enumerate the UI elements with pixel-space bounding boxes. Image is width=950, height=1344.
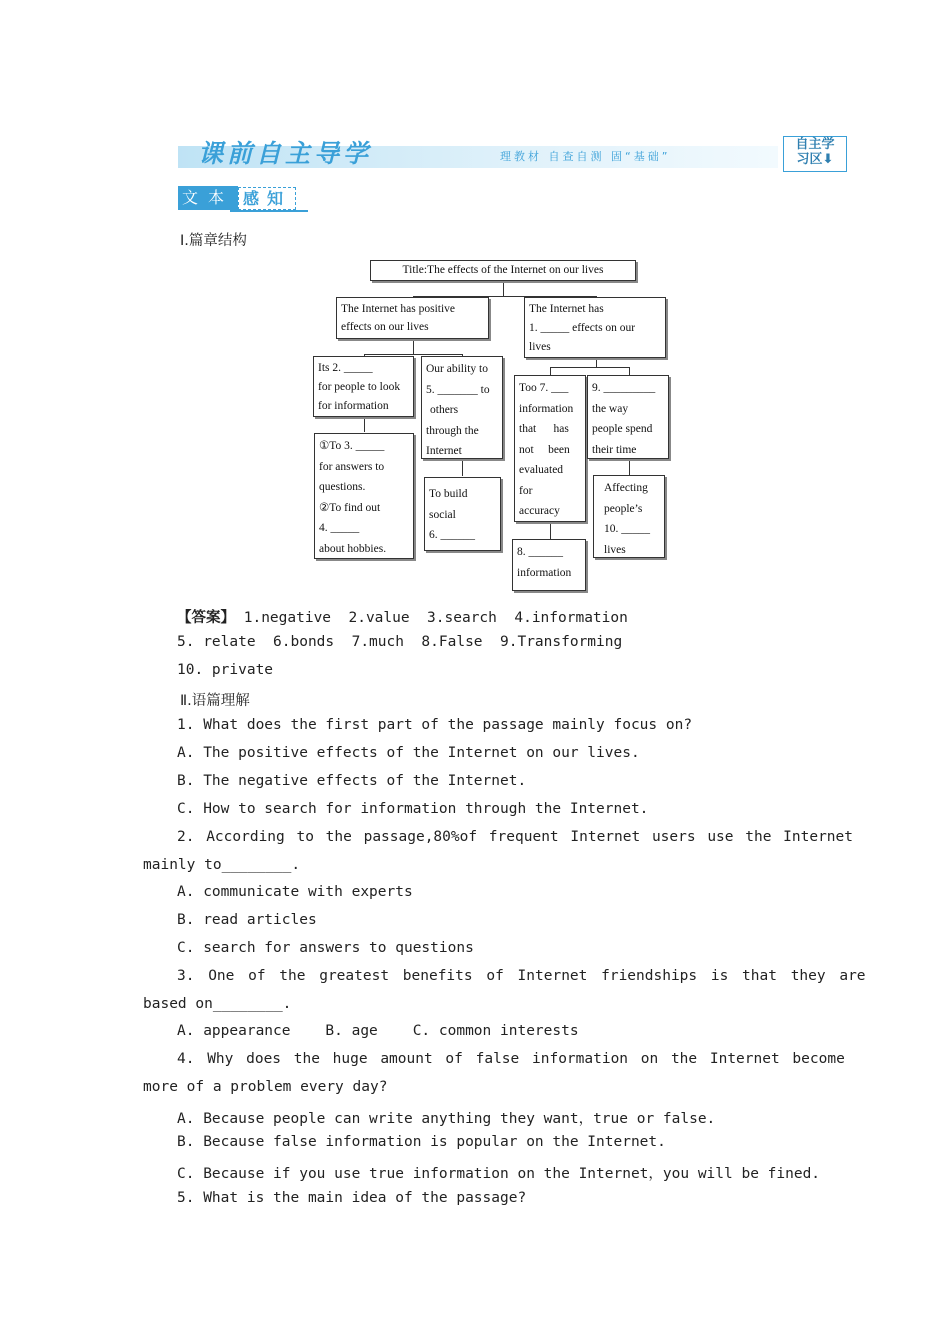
option-line: A. communicate with experts xyxy=(177,884,413,900)
box-line: information xyxy=(519,402,574,415)
option-line: B. Because false information is popular on the Internet. xyxy=(177,1134,666,1150)
answers-line-3: 10. private xyxy=(177,662,274,678)
box-line: Affecting xyxy=(604,482,648,494)
box-line: for information xyxy=(318,400,389,412)
question-line: mainly to________. xyxy=(143,857,301,873)
box-line: for people to look xyxy=(318,381,401,393)
box-line: Its 2. _____ xyxy=(318,362,373,374)
diagram-title-box xyxy=(370,260,636,281)
question-line: 4. Why does the huge amount of false information on the Internet become xyxy=(177,1051,845,1067)
box-line: Our ability to xyxy=(426,363,488,375)
connector xyxy=(550,521,551,539)
box-line: lives xyxy=(529,341,551,353)
box-line: people spend xyxy=(592,423,653,435)
box-line: for answers to xyxy=(319,460,385,473)
part2-heading: Ⅱ.语篇理解 xyxy=(180,693,250,709)
answers-text-1: 1.negative 2.value 3.search 4.information xyxy=(243,610,628,626)
box-line: The Internet has xyxy=(529,303,604,315)
box-line: Too 7. ___ xyxy=(519,382,569,394)
transforming-box xyxy=(587,375,669,459)
connector xyxy=(413,338,414,354)
box-line: 10. _____ xyxy=(604,523,650,535)
connector xyxy=(364,354,462,355)
option-line: A. appearance B. age C. common interests xyxy=(177,1023,579,1039)
box-line: ①To 3. _____ xyxy=(319,440,385,452)
question-line: based on________. xyxy=(143,996,292,1012)
box-line: others xyxy=(430,404,459,416)
option-line: C. Because if you use true information on the Internet，you will be fined. xyxy=(177,1166,821,1182)
question-line: more of a problem every day? xyxy=(143,1079,388,1095)
box-line: 4. _____ xyxy=(319,522,360,534)
self-study-badge xyxy=(783,136,847,172)
box-line: ②To find out xyxy=(319,501,381,514)
box-line: people’s xyxy=(604,502,643,515)
negative-effects-box xyxy=(524,297,666,358)
private-box xyxy=(593,475,665,558)
badge-line-2: 习区⬇ xyxy=(796,152,834,167)
answers-line-2: 5. relate 6.bonds 7.much 8.False 9.Transforming xyxy=(177,634,623,650)
box-line: not been xyxy=(519,443,570,456)
box-line: social xyxy=(429,508,456,521)
section-tag xyxy=(178,186,296,210)
section-tag-underline xyxy=(230,210,308,212)
box-line: To build xyxy=(429,488,468,500)
header-subtitle: 理教材 自查自测 固“基础” xyxy=(500,150,671,163)
connector xyxy=(503,280,504,296)
diagram-title-text: Title:The effects of the Internet on our lives xyxy=(402,264,604,276)
box-line: lives xyxy=(604,543,626,556)
box-line: evaluated xyxy=(519,464,564,476)
option-line: B. read articles xyxy=(177,912,317,928)
section-tag-solid: 文本 xyxy=(178,186,238,210)
option-line: A. The positive effects of the Internet on our lives. xyxy=(177,745,640,761)
box-line: questions. xyxy=(319,481,366,493)
box-line: 5. _______ to xyxy=(426,383,490,396)
box-line: 8. ______ xyxy=(517,546,563,558)
option-line: C. search for answers to questions xyxy=(177,940,474,956)
box-line: The Internet has positive xyxy=(341,303,456,315)
badge-line-1: 自主学 xyxy=(795,137,835,152)
answers-line-1 xyxy=(177,606,628,627)
box-line: the way xyxy=(592,402,629,415)
connector xyxy=(550,367,629,368)
box-line: 6. ______ xyxy=(429,529,475,541)
option-line: B. The negative effects of the Internet. xyxy=(177,773,527,789)
search-box xyxy=(314,433,414,559)
question-line: 5. What is the main idea of the passage? xyxy=(177,1190,527,1206)
connector xyxy=(364,416,365,432)
box-line: information xyxy=(517,566,572,579)
box-line: through the xyxy=(426,424,479,437)
box-line: their time xyxy=(592,443,637,456)
box-line: accuracy xyxy=(519,505,560,517)
box-line: about hobbies. xyxy=(319,542,387,555)
connector xyxy=(629,458,630,476)
part1-heading: Ⅰ.篇章结构 xyxy=(180,233,247,249)
option-line: A. Because people can write anything they want，true or false. xyxy=(177,1111,716,1127)
question-line: 3. One of the greatest benefits of Internet friendships is that they are xyxy=(177,968,866,984)
box-line: 1. _____ effects on our xyxy=(529,322,636,334)
value-box xyxy=(313,356,414,417)
much-box xyxy=(514,375,586,522)
false-box xyxy=(512,539,586,591)
answers-label: 【答案】 xyxy=(177,610,235,626)
bonds-box xyxy=(424,477,501,551)
box-line: effects on our lives xyxy=(341,321,429,333)
box-line: 9. _________ xyxy=(592,382,656,394)
positive-effects-box xyxy=(336,297,489,339)
section-tag-outline: 感知 xyxy=(238,187,296,210)
question-line: 2. According to the passage,80%of frequent Internet users use the Internet xyxy=(177,829,854,845)
header-title: 课前自主导学 xyxy=(198,139,373,168)
option-line: C. How to search for information through the Internet. xyxy=(177,801,649,817)
question-line: 1. What does the first part of the passage mainly focus on? xyxy=(177,717,693,733)
box-line: for xyxy=(519,484,533,497)
box-line: Internet xyxy=(426,445,462,457)
relate-box xyxy=(421,356,503,459)
box-line: that has xyxy=(519,423,569,435)
connector xyxy=(596,357,597,367)
